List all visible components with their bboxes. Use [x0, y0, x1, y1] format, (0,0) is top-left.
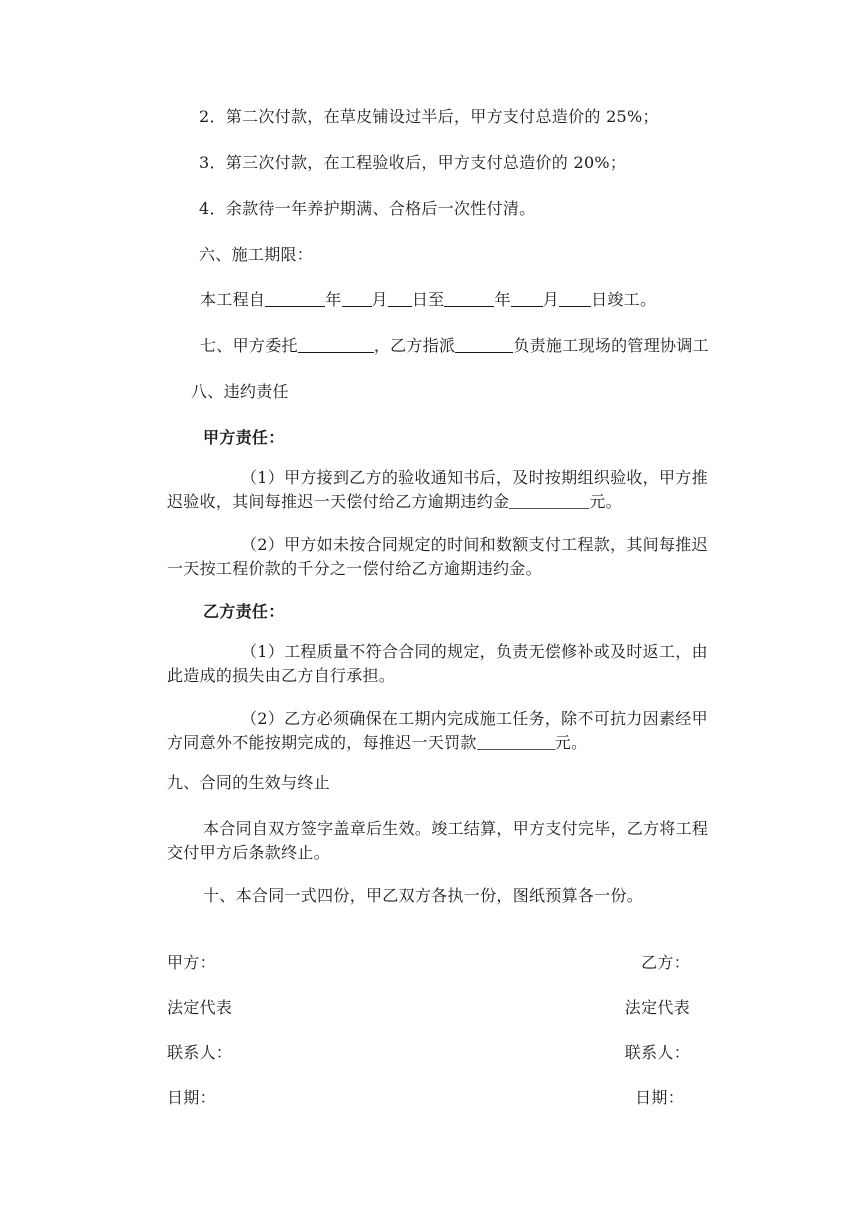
section9-line2: 交付甲方后条款终止。	[167, 843, 331, 862]
partyA-clause1-line2	[167, 491, 622, 513]
period-text-month1: 月	[371, 290, 388, 309]
payment-item-3: 3．第三次付款，在工程验收后，甲方支付总造价的 20%；	[199, 153, 627, 172]
section7-text-b: ，乙方指派	[373, 336, 456, 355]
partyB-responsibility-heading: 乙方责任：	[203, 602, 285, 621]
partyA-legal-rep-label: 法定代表	[167, 998, 233, 1017]
section10-text: 十、本合同一式四份，甲乙双方各执一份，图纸预算各一份。	[203, 886, 644, 905]
partyB-legal-rep-label: 法定代表	[624, 998, 690, 1017]
section6-heading: 六、施工期限：	[199, 245, 314, 264]
period-text-from: 本工程自	[200, 290, 266, 309]
partyB-delegate-blank	[455, 336, 513, 353]
partyB-clause2-line1: （2）乙方必须确保在工期内完成施工任务，除不可抗力因素经甲	[241, 709, 708, 728]
partyA-date-label: 日期：	[167, 1088, 216, 1107]
period-text-complete: 日竣工。	[591, 290, 657, 309]
section7-text-a: 七、甲方委托	[200, 336, 298, 355]
partyA-delegate-blank	[298, 336, 374, 353]
start-day-blank	[388, 290, 412, 307]
partyB-clause2-line2	[167, 732, 587, 754]
partyA-clause1-unit: 元。	[589, 492, 622, 511]
partyA-clause1-text: 迟验收，其间每推迟一天偿付给乙方逾期违约金	[167, 492, 510, 511]
section8-heading: 八、违约责任	[191, 382, 289, 401]
partyA-clause1-line1: （1）甲方接到乙方的验收通知书后，及时按期组织验收，甲方推	[241, 468, 708, 487]
partyB-clause1-line2: 此造成的损失由乙方自行承担。	[167, 666, 396, 685]
period-text-year1: 年	[325, 290, 342, 309]
section7-line	[200, 335, 709, 357]
section7-text-c: 负责施工现场的管理协调工	[513, 336, 709, 355]
start-year-blank	[265, 290, 325, 307]
partyA-clause2-line2: 一天按工程价款的千分之一偿付给乙方逾期违约金。	[167, 559, 542, 578]
partyB-clause2-unit: 元。	[554, 733, 588, 752]
start-month-blank	[342, 290, 372, 307]
partyB-clause1-line1: （1）工程质量不符合合同的规定，负责无偿修补或及时返工，由	[241, 642, 708, 661]
period-text-month2: 月	[542, 290, 560, 309]
partyA-signature-label: 甲方：	[167, 953, 216, 972]
construction-period-line	[200, 289, 656, 311]
end-month-blank	[511, 290, 543, 307]
late-acceptance-penalty-blank	[509, 492, 589, 509]
partyB-date-label: 日期：	[635, 1088, 684, 1107]
section9-heading: 九、合同的生效与终止	[167, 773, 331, 792]
partyA-clause2-line1: （2）甲方如未按合同规定的时间和数额支付工程款，其间每推迟	[241, 535, 708, 554]
partyB-clause2-text: 方同意外不能按期完成的，每推迟一天罚款	[167, 733, 477, 752]
period-text-year2: 年	[494, 290, 511, 309]
partyB-contact-label: 联系人：	[624, 1043, 690, 1062]
period-text-to: 日至	[411, 290, 445, 309]
end-day-blank	[559, 290, 591, 307]
payment-item-4: 4．余款待一年养护期满、合格后一次性付清。	[199, 199, 536, 218]
payment-item-2: 2．第二次付款，在草皮铺设过半后，甲方支付总造价的 25%；	[199, 107, 659, 126]
partyB-signature-label: 乙方：	[641, 953, 690, 972]
end-year-blank	[444, 290, 494, 307]
delay-fine-blank	[477, 733, 555, 750]
section9-line1: 本合同自双方签字盖章后生效。竣工结算，甲方支付完毕，乙方将工程	[203, 819, 709, 838]
partyA-contact-label: 联系人：	[167, 1043, 233, 1062]
partyA-responsibility-heading: 甲方责任：	[203, 428, 285, 447]
